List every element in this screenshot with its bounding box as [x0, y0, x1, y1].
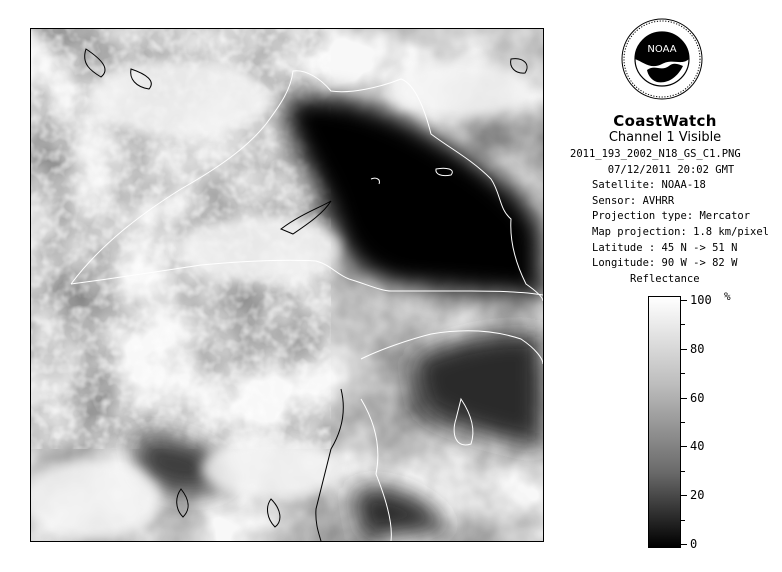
- colorbar-tick: [681, 300, 687, 301]
- metadata-panel: [570, 147, 780, 272]
- sensor-text: Sensor: AVHRR: [592, 194, 675, 207]
- reflectance-colorbar: [648, 296, 681, 548]
- colorbar-ticks: [681, 293, 751, 551]
- satellite-map: [31, 29, 543, 541]
- colorbar-tick: [681, 495, 687, 496]
- colorbar-tick-label: 100: [690, 293, 712, 307]
- colorbar-tick: [681, 422, 685, 423]
- filename-text: 2011_193_2002_N18_GS_C1.PNG: [570, 148, 741, 160]
- noaa-logo: [621, 18, 703, 100]
- datetime-text: 07/12/2011 20:02 GMT: [607, 163, 735, 176]
- colorbar-tick: [681, 324, 685, 325]
- satellite-text: Satellite: NOAA-18: [592, 179, 706, 192]
- colorbar-tick: [681, 349, 687, 350]
- colorbar-tick: [681, 471, 685, 472]
- colorbar-tick-label: 60: [690, 390, 705, 405]
- brand-title: CoastWatch: [613, 112, 717, 130]
- colorbar-tick: [681, 544, 687, 545]
- colorbar-unit: %: [724, 290, 731, 303]
- colorbar-tick: [681, 446, 687, 447]
- channel-subtitle: Channel 1 Visible: [608, 130, 722, 145]
- longitude-text: Longitude: 90 W -> 82 W: [592, 257, 738, 270]
- colorbar-tick: [681, 520, 685, 521]
- colorbar-tick: [681, 373, 685, 374]
- map-projection-text: Map projection: 1.8 km/pixel: [592, 225, 770, 238]
- colorbar-tick-label: 0: [690, 537, 698, 551]
- logo-text: NOAA: [647, 44, 677, 55]
- satellite-image: [30, 28, 544, 542]
- latitude-text: Latitude : 45 N -> 51 N: [592, 241, 738, 254]
- projection-text: Projection type: Mercator: [592, 210, 751, 223]
- colorbar-tick-label: 80: [690, 341, 705, 356]
- colorbar-tick: [681, 398, 687, 399]
- colorbar-tick-label: 40: [690, 439, 705, 454]
- colorbar-tick-label: 20: [690, 488, 705, 503]
- colorbar-title: Reflectance: [630, 273, 700, 285]
